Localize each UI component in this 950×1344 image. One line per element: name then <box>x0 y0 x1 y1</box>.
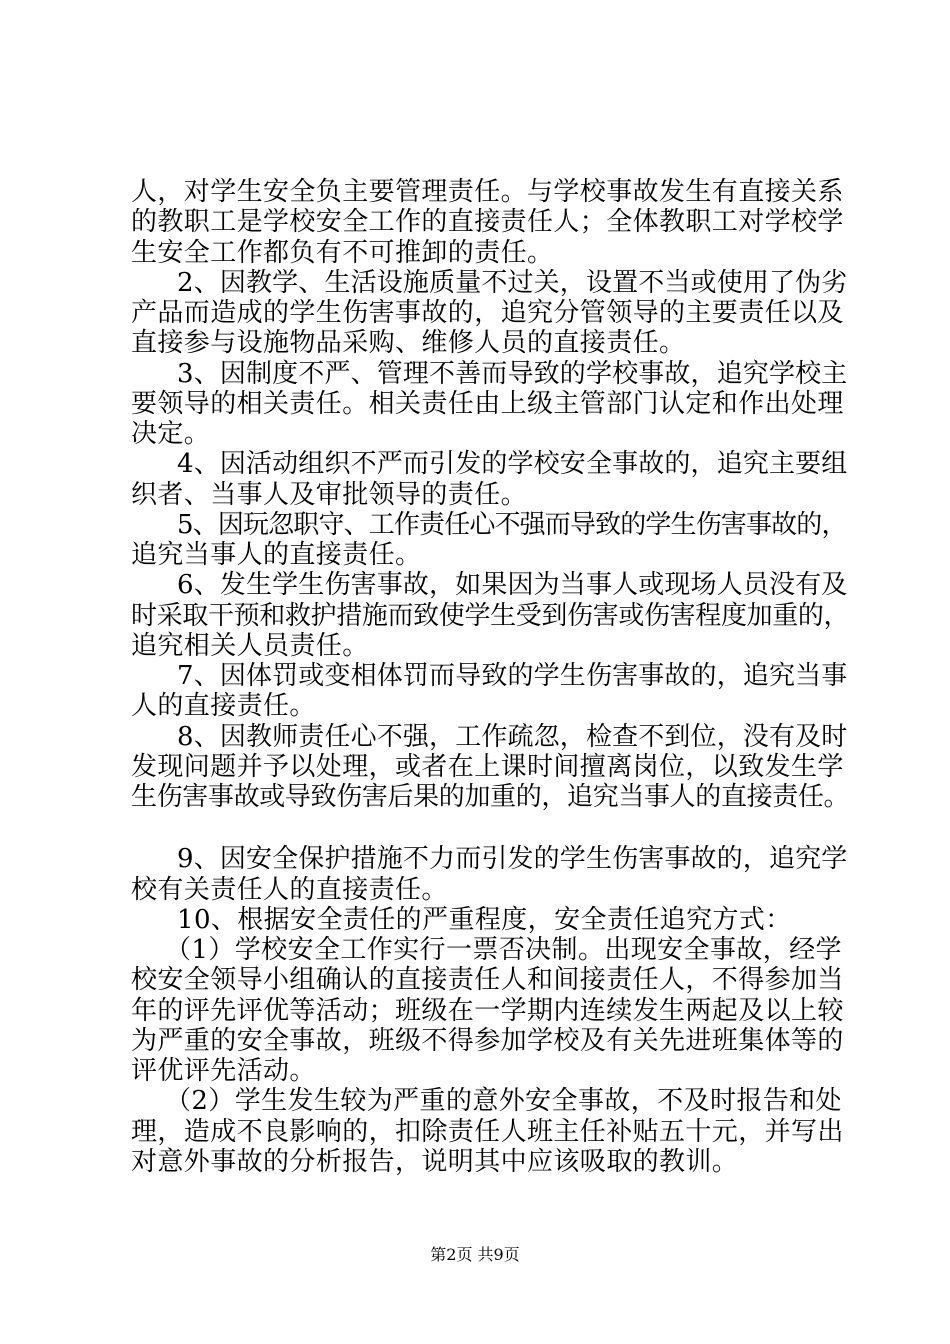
page-number-footer: 第2页 共9页 <box>430 1245 520 1264</box>
text-line: 对意外事故的分析报告，说明其中应该吸取的教训。 <box>131 1147 739 1177</box>
text-line: 2、因教学、生活设施质量不过关，设置不当或使用了伪劣 <box>177 268 848 298</box>
text-line: 的教职工是学校安全工作的直接责任人；全体教职工对学校学 <box>131 207 844 237</box>
text-line: 评优评先活动。 <box>131 1056 316 1086</box>
text-line: 产品而造成的学生伤害事故的，追究分管领导的主要责任以及 <box>131 298 844 328</box>
text-line: 4、因活动组织不严而引发的学校安全事故的，追究主要组 <box>177 449 848 479</box>
text-line: 3、因制度不严、管理不善而导致的学校事故，追究学校主 <box>177 359 848 389</box>
text-line: 决定。 <box>131 419 211 449</box>
text-line: 5、因玩忽职守、工作责任心不强而导致的学生伤害事故的， <box>177 510 847 540</box>
text-line: 校有关责任人的直接责任。 <box>131 875 448 905</box>
text-line: 追究相关人员责任。 <box>131 631 369 661</box>
text-line: 人的直接责任。 <box>131 691 316 721</box>
text-line: 理，造成不良影响的，扣除责任人班主任补贴五十元，并写出 <box>131 1117 844 1147</box>
text-line: 织者、当事人及审批领导的责任。 <box>131 480 528 510</box>
text-line: 生安全工作都负有不可推卸的责任。 <box>131 238 554 268</box>
text-line: 为严重的安全事故，班级不得参加学校及有关先进班集体等的 <box>131 1026 844 1056</box>
text-line: 7、因体罚或变相体罚而导致的学生伤害事故的，追究当事 <box>177 661 848 691</box>
text-line: 要领导的相关责任。相关责任由上级主管部门认定和作出处理 <box>131 389 844 419</box>
text-line: （2）学生发生较为严重的意外安全事故，不及时报告和处 <box>165 1086 842 1116</box>
text-line: 6、发生学生伤害事故，如果因为当事人或现场人员没有及 <box>177 570 848 600</box>
text-line: 直接参与设施物品采购、维修人员的直接责任。 <box>131 328 686 358</box>
text-line: （1）学校安全工作实行一票否决制。出现安全事故，经学 <box>165 935 842 965</box>
text-line: 10、根据安全责任的严重程度，安全责任追究方式： <box>177 905 792 935</box>
text-line: 时采取干预和救护措施而致使学生受到伤害或伤害程度加重的， <box>131 601 850 631</box>
text-line: 追究当事人的直接责任。 <box>131 540 422 570</box>
text-line: 年的评先评优等活动；班级在一学期内连续发生两起及以上较 <box>131 996 844 1026</box>
text-line: 校安全领导小组确认的直接责任人和间接责任人，不得参加当 <box>131 965 844 995</box>
text-line: 8、因教师责任心不强，工作疏忽，检查不到位，没有及时 <box>177 722 848 752</box>
text-line: 人，对学生安全负主要管理责任。与学校事故发生有直接关系 <box>131 177 844 207</box>
text-line: 9、因安全保护措施不力而引发的学生伤害事故的，追究学 <box>177 844 848 874</box>
text-line: 生伤害事故或导致伤害后果的加重的，追究当事人的直接责任。 <box>131 782 850 812</box>
text-line: 发现问题并予以处理，或者在上课时间擅离岗位，以致发生学 <box>131 752 844 782</box>
